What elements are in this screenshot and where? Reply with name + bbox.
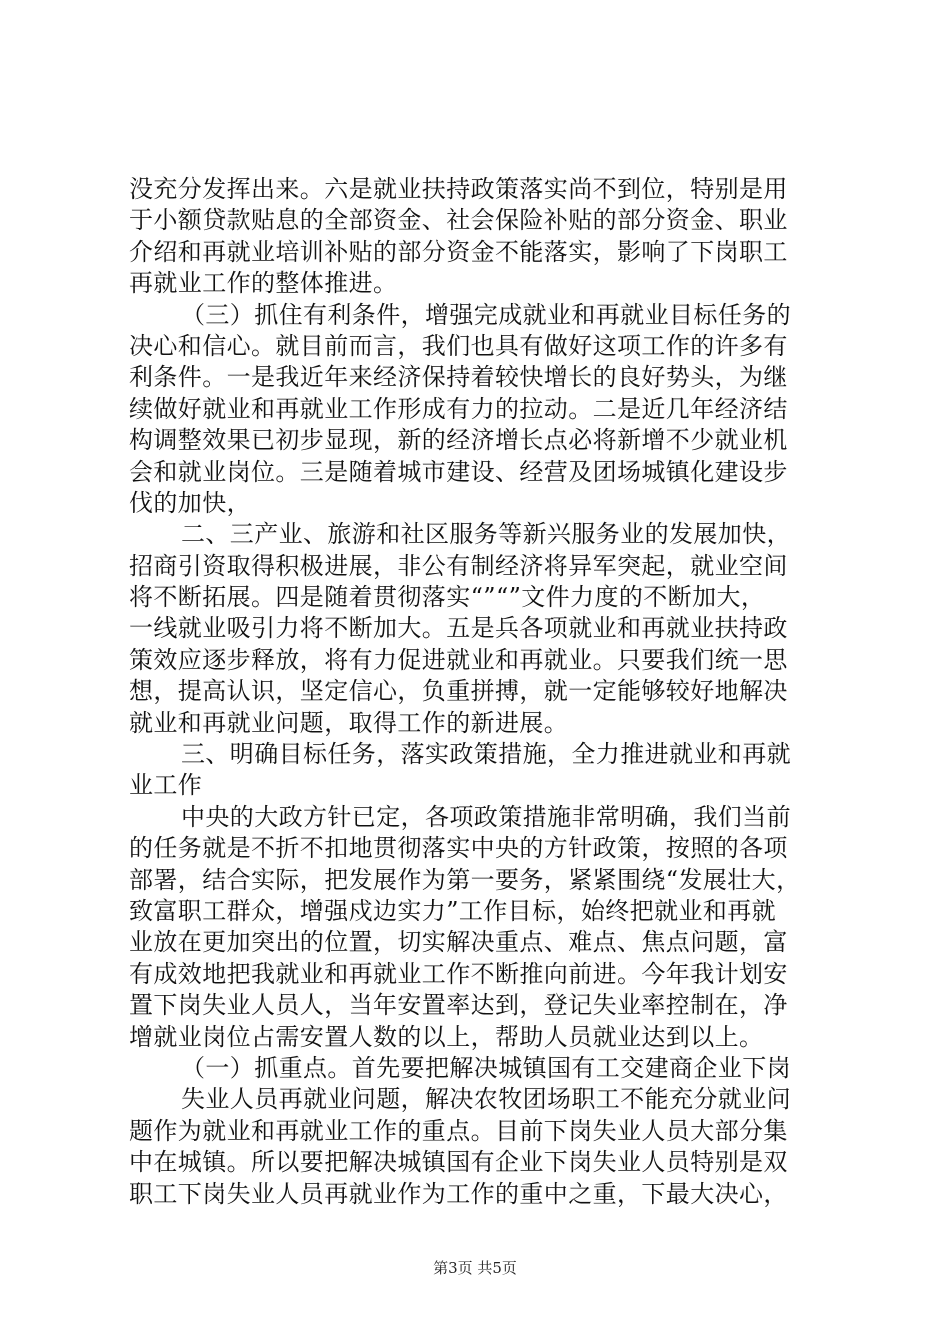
text-line: 决心和信心。就目前而言，我们也具有做好这项工作的许多有 bbox=[129, 331, 788, 360]
text-line: （三）抓住有利条件，增强完成就业和再就业目标任务的 bbox=[181, 300, 791, 329]
text-line: 部署，结合实际，把发展作为第一要务，紧紧围绕“发展壮大， bbox=[129, 865, 801, 894]
text-line: 将不断拓展。四是随着贯彻落实“”“”文件力度的不断加大， bbox=[129, 583, 766, 612]
text-line: （一）抓重点。首先要把解决城镇国有工交建商企业下岗 bbox=[181, 1053, 791, 1082]
text-line: 利条件。一是我近年来经济保持着较快增长的良好势头，为继 bbox=[129, 363, 788, 392]
text-line: 三、明确目标任务，落实政策措施，全力推进就业和再就 bbox=[181, 740, 791, 769]
text-line: 招商引资取得积极进展，非公有制经济将异军突起，就业空间 bbox=[129, 551, 788, 580]
text-line: 题作为就业和再就业工作的重点。目前下岗失业人员大部分集 bbox=[129, 1116, 788, 1145]
text-line: 没充分发挥出来。六是就业扶持政策落实尚不到位，特别是用 bbox=[129, 175, 788, 203]
text-line: 二、三产业、旅游和社区服务等新兴服务业的发展加快， bbox=[181, 520, 791, 549]
text-line: 失业人员再就业问题，解决农牧团场职工不能充分就业问 bbox=[181, 1085, 791, 1114]
text-line: 策效应逐步释放，将有力促进就业和再就业。只要我们统一思 bbox=[129, 645, 788, 674]
text-line: 置下岗失业人员人，当年安置率达到，登记失业率控制在，净 bbox=[129, 991, 788, 1020]
text-line: 有成效地把我就业和再就业工作不断推向前进。今年我计划安 bbox=[129, 959, 788, 988]
document-body bbox=[129, 174, 829, 1210]
page-footer: 第3页 共5页 bbox=[433, 1259, 517, 1277]
text-line: 增就业岗位占需安置人数的以上，帮助人员就业达到以上。 bbox=[129, 1022, 764, 1051]
text-line: 中在城镇。所以要把解决城镇国有企业下岗失业人员特别是双 bbox=[129, 1148, 788, 1177]
text-line: 中央的大政方针已定，各项政策措施非常明确，我们当前 bbox=[181, 802, 791, 831]
text-line: 伐的加快， bbox=[129, 488, 251, 517]
text-line: 续做好就业和再就业工作形成有力的拉动。二是近几年经济结 bbox=[129, 394, 788, 423]
text-line: 职工下岗失业人员再就业作为工作的重中之重，下最大决心， bbox=[129, 1179, 788, 1208]
text-line: 业放在更加突出的位置，切实解决重点、难点、焦点问题，富 bbox=[129, 928, 788, 957]
text-line: 业工作 bbox=[129, 771, 203, 800]
text-line: 想，提高认识，坚定信心，负重拼搏，就一定能够较好地解决 bbox=[129, 677, 788, 706]
text-line: 介绍和再就业培训补贴的部分资金不能落实，影响了下岗职工 bbox=[129, 237, 788, 266]
text-line: 会和就业岗位。三是随着城市建设、经营及团场城镇化建设步 bbox=[129, 457, 788, 486]
text-line: 就业和再就业问题，取得工作的新进展。 bbox=[129, 708, 569, 737]
text-line: 于小额贷款贴息的全部资金、社会保险补贴的部分资金、职业 bbox=[129, 206, 788, 235]
text-line: 致富职工群众，增强戍边实力”工作目标，始终把就业和再就 bbox=[129, 896, 777, 925]
text-line: 一线就业吸引力将不断加大。五是兵各项就业和再就业扶持政 bbox=[129, 614, 788, 643]
text-line: 的任务就是不折不扣地贯彻落实中央的方针政策，按照的各项 bbox=[129, 834, 788, 863]
text-line: 再就业工作的整体推进。 bbox=[129, 269, 398, 298]
text-line: 构调整效果已初步显现，新的经济增长点必将新增不少就业机 bbox=[129, 426, 788, 455]
